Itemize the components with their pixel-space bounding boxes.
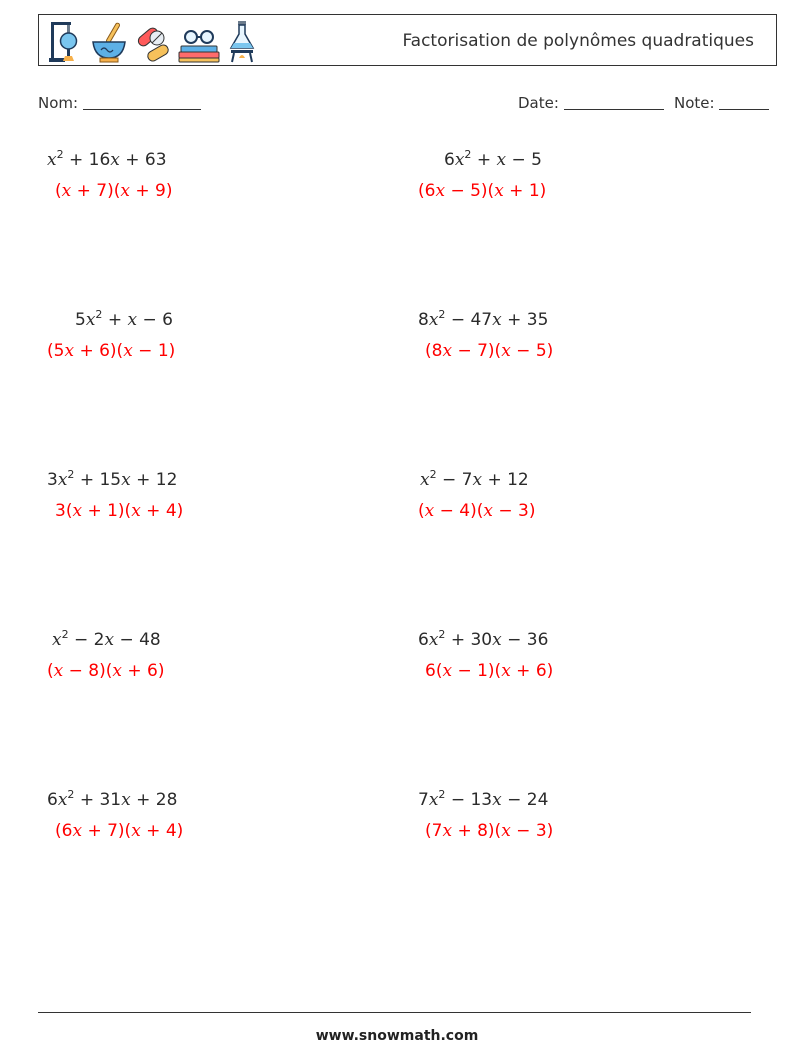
answer-4: (8x − 7)(x − 5) <box>425 341 554 361</box>
answer-10: (7x + 8)(x − 3) <box>425 821 554 841</box>
mortar-pestle-icon <box>89 18 129 64</box>
note-field <box>674 94 769 112</box>
name-label: Nom: <box>38 94 79 112</box>
name-field <box>38 94 201 112</box>
answer-6: (x − 4)(x − 3) <box>418 501 536 521</box>
date-label: Date: <box>518 94 559 112</box>
header-icons <box>45 18 259 64</box>
date-blank[interactable] <box>564 95 664 110</box>
problem-9: $6x^2 + 31x + 28$ <box>47 788 178 810</box>
problem-10: $7x^2 - 13x - 24$ <box>418 788 549 810</box>
answer-2: (6x − 5)(x + 1) <box>418 181 547 201</box>
answer-8: 6(x − 1)(x + 6) <box>425 661 554 681</box>
note-blank[interactable] <box>719 95 769 110</box>
answer-1: (x + 7)(x + 9) <box>55 181 173 201</box>
footer-divider <box>38 1012 751 1013</box>
flask-icon <box>225 18 259 64</box>
problem-5: $3x^2 + 15x + 12$ <box>47 468 178 490</box>
problem-7: $x^2 - 2x - 48$ <box>52 628 161 650</box>
problem-1: $x^2 + 16x + 63$ <box>47 148 167 170</box>
date-field <box>518 94 664 112</box>
problem-4: $8x^2 - 47x + 35$ <box>418 308 549 330</box>
worksheet-header <box>38 14 777 66</box>
pills-icon <box>133 18 173 64</box>
answer-7: (x − 8)(x + 6) <box>47 661 165 681</box>
problem-8: $6x^2 + 30x - 36$ <box>418 628 549 650</box>
problem-2: $6x^2 + x - 5$ <box>444 148 542 170</box>
answer-3: (5x + 6)(x − 1) <box>47 341 176 361</box>
problem-6: $x^2 - 7x + 12$ <box>420 468 529 490</box>
problem-3: $5x^2 + x - 6$ <box>75 308 173 330</box>
footer-url[interactable]: www.snowmath.com <box>315 1028 479 1044</box>
answer-9: (6x + 7)(x + 4) <box>55 821 184 841</box>
books-glasses-icon <box>177 18 221 64</box>
lab-stand-icon <box>45 18 85 64</box>
note-label: Note: <box>674 94 715 112</box>
name-blank[interactable] <box>83 95 201 110</box>
answer-5: 3(x + 1)(x + 4) <box>55 501 184 521</box>
worksheet-title: Factorisation de polynômes quadratiques <box>402 31 754 51</box>
